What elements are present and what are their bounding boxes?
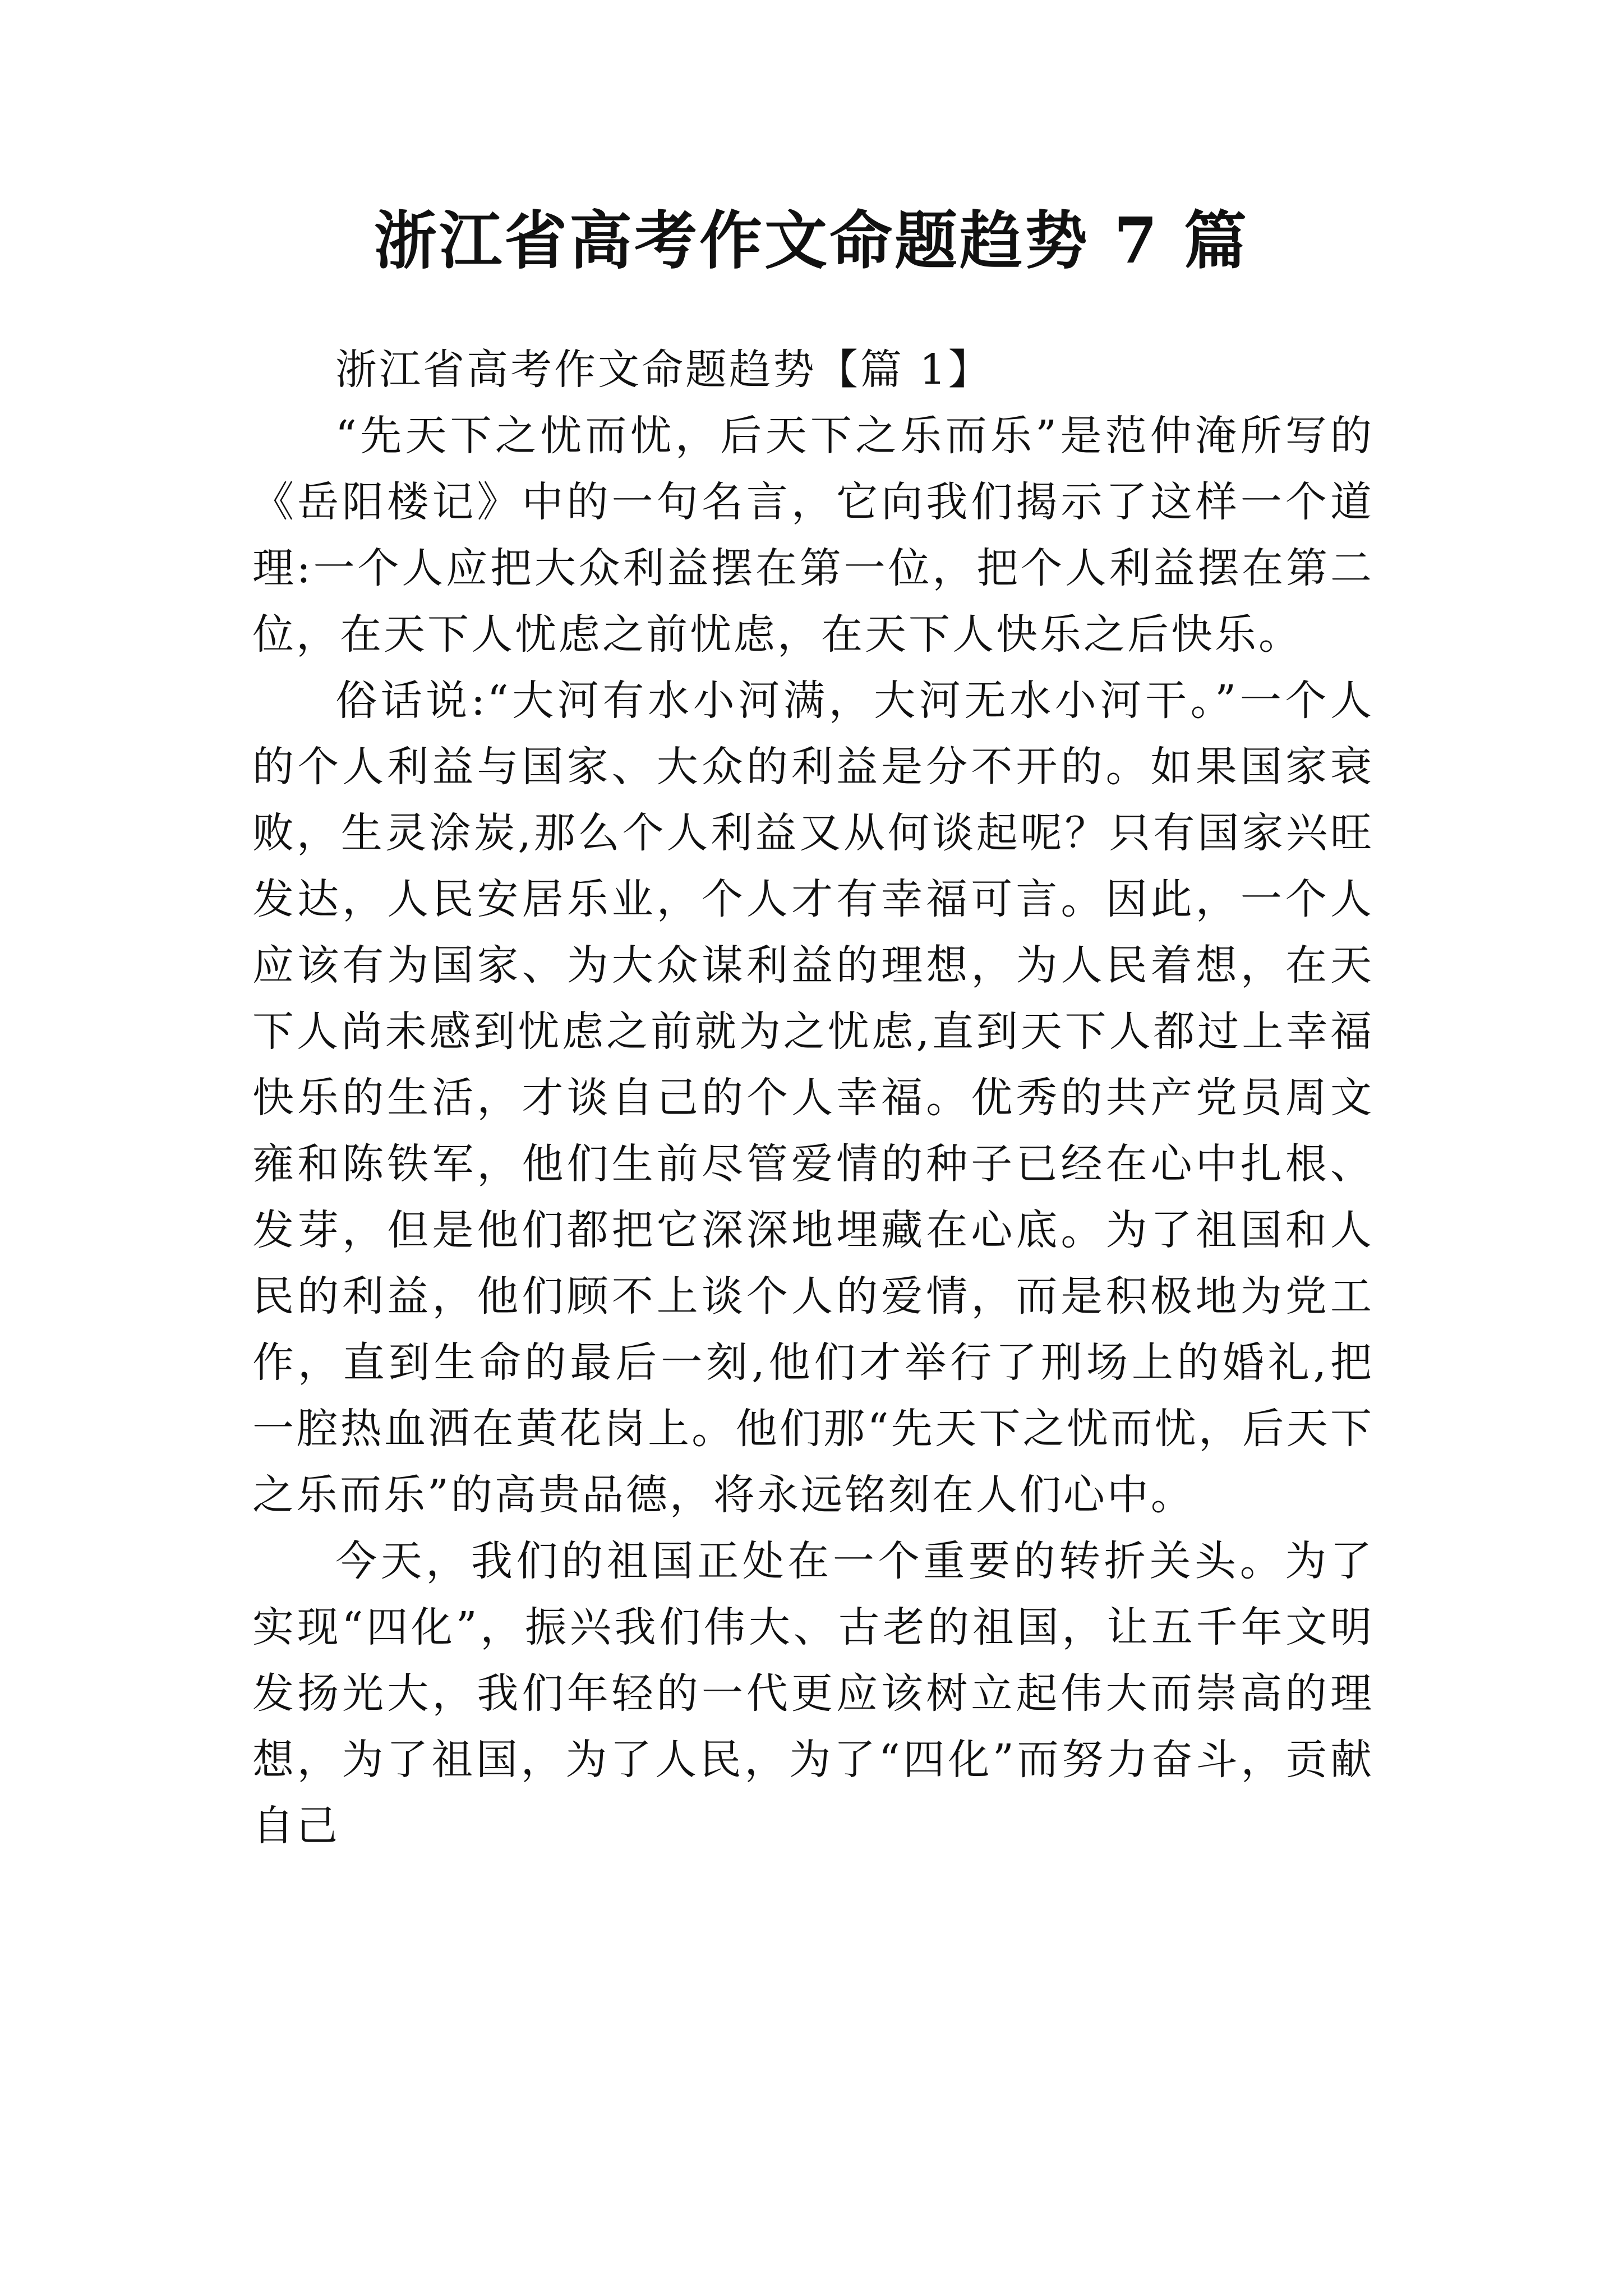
paragraph-1: “先天下之忧而忧，后天下之乐而乐”是范仲淹所写的《岳阳楼记》中的一句名言，它向我们揭示了这样一个道理:一个人应把大众利益摆在第一位，把个人利益摆在第二位，在天下人忧虑之前忧虑，在天下人快乐之后快乐。 — [252, 412, 1374, 659]
document-title: 浙江省高考作文命题趋势 7 篇 — [374, 204, 1249, 278]
paragraph-2: 俗话说:“大河有水小河满，大河无水小河干。”一个人的个人利益与国家、大众的利益是分不开的。如果国家衰败，生灵涂炭,那么个人利益又从何谈起呢？只有国家兴旺发达，人民安居乐业，个人才有幸福可言。因此，一个人应该有为国家、为大众谋利益的理想，为人民着想，在天下人尚未感到忧虑之前就为之忧虑,直到天下人都过上幸福快乐的生活，才谈自己的个人幸福。优秀的共产党员周文雍和陈铁军，他们生前尽管爱情的种子已经在心中扎根、发芽，但是他们都把它深深地埋藏在心底。为了祖国和人民的利益，他们顾不上谈个人的爱情，而是积极地为党工作，直到生命的最后一刻,他们才举行了刑场上的婚礼,把一腔热血洒在黄花岗上。他们那“先天下之忧而忧，后天下之乐而乐”的高贵品德，将永远铭刻在人们心中。 — [252, 677, 1374, 1519]
section-heading: 浙江省高考作文命题趋势【篇 1】 — [335, 346, 992, 394]
paragraph-3: 今天，我们的祖国正处在一个重要的转折关头。为了实现“四化”，振兴我们伟大、古老的祖国，让五千年文明发扬光大，我们年轻的一代更应该树立起伟大而崇高的理想，为了祖国，为了人民，为了“四化”而努力奋斗，贡献自己 — [252, 1537, 1374, 1850]
document-body — [252, 337, 1374, 1859]
